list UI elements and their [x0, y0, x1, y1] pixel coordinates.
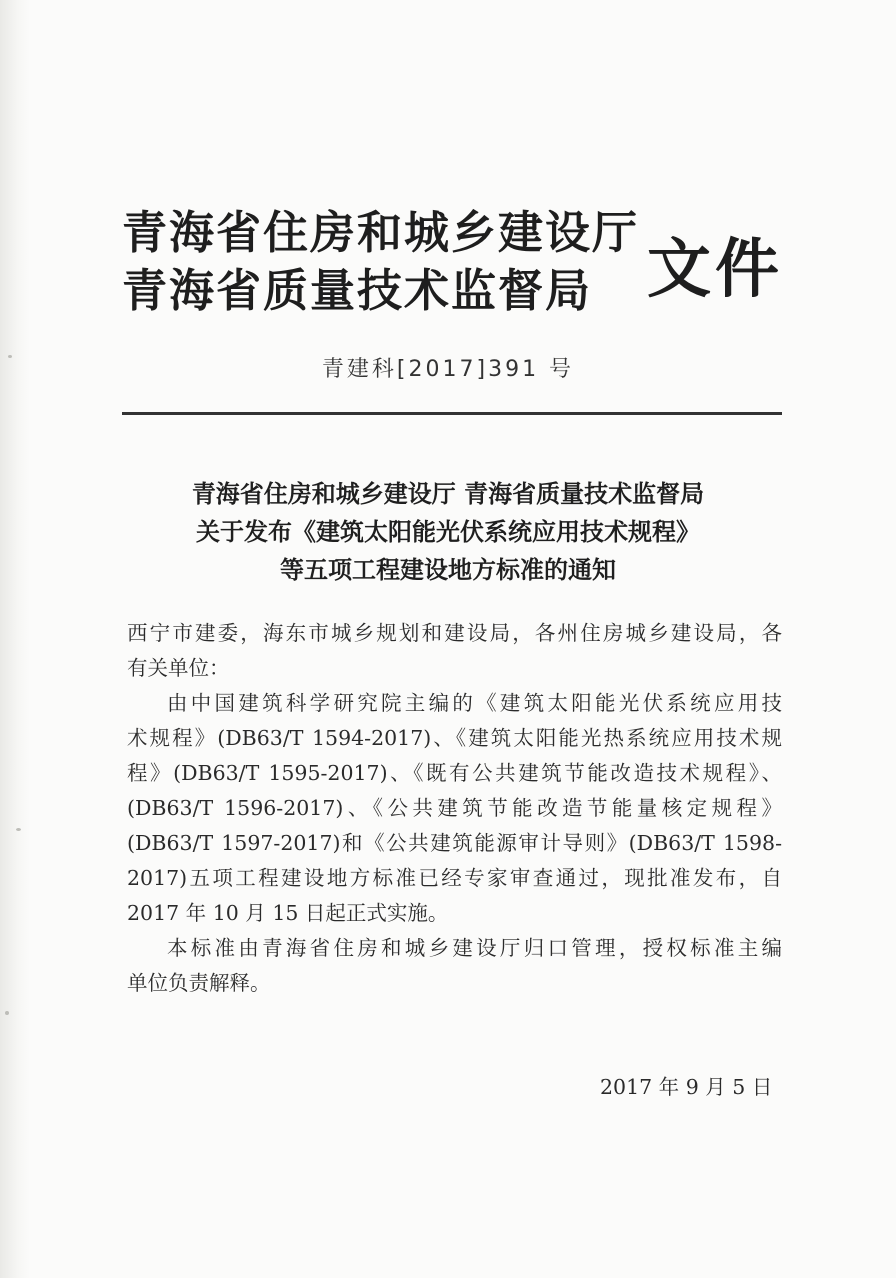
document-number: 青建科[2017]391 号 — [321, 357, 575, 382]
body-line: (DB63/T 1597-2017)和《公共建筑能源审计导则》(DB63/T 1598- — [127, 831, 782, 855]
file-label: 文件 — [647, 233, 783, 307]
body-line: 2017 年 10 月 15 日起正式实施。 — [127, 901, 449, 925]
issuer-name-1: 青海省住房和城乡建设厅 — [122, 206, 640, 259]
issue-date: 2017 年 9 月 5 日 — [600, 1075, 773, 1099]
body-line: 本标准由青海省住房和城乡建设厅归口管理，授权标准主编 — [167, 936, 782, 960]
notice-title-line-1: 青海省住房和城乡建设厅 青海省质量技术监督局 — [191, 480, 705, 508]
body-line: (DB63/T 1596-2017)、《公共建筑节能改造节能量核定规程》 — [127, 796, 782, 820]
issuer-name-2: 青海省质量技术监督局 — [122, 264, 593, 317]
body-line: 程》(DB63/T 1595-2017)、《既有公共建筑节能改造技术规程》、 — [127, 761, 782, 785]
paper-speck — [16, 828, 21, 831]
body-line: 单位负责解释。 — [127, 971, 271, 995]
body-line: 2017)五项工程建设地方标准已经专家审查通过，现批准发布，自 — [127, 866, 782, 890]
issuer-header — [122, 196, 802, 326]
notice-title-line-3: 等五项工程建设地方标准的通知 — [280, 556, 616, 584]
header-divider — [122, 412, 782, 415]
torn-left-edge — [0, 0, 30, 1278]
body-line: 有关单位： — [127, 656, 230, 680]
body-line: 由中国建筑科学研究院主编的《建筑太阳能光伏系统应用技 — [167, 691, 782, 715]
paper-speck — [5, 1011, 9, 1015]
notice-title-line-2: 关于发布《建筑太阳能光伏系统应用技术规程》 — [196, 518, 700, 546]
body-line: 西宁市建委，海东市城乡规划和建设局，各州住房城乡建设局，各 — [127, 621, 782, 645]
body-line: 术规程》(DB63/T 1594-2017)、《建筑太阳能光热系统应用技术规 — [127, 726, 782, 750]
